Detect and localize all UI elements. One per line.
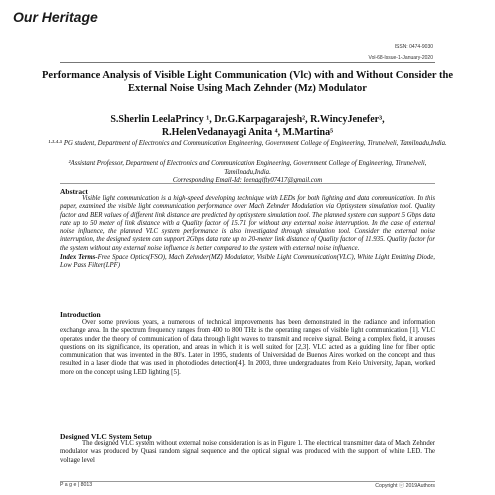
abstract-text: Visible light communication is a high-speed developing technique with LEDs for both lighting and data communication. In this paper, examined the visible light communication performance over Mach Zehnder Modulation via Optisystem simulation tool. Quality factor and BER values of different link distance are predicted by optisystem simulation tool. The planned system can support 5 Gbps data rate up to 50 meter of link distance with a Quality factor of 15.71 for without any external noise interruption. In the case of external noise influence, the planned VLC system performance is also investigated through simulation tool. Consider the external noise interruption, the designed system can support 2Gbps data rate up to 20-meter link distance of Quality factor of 11.935. Quality factor for the system without any external noise influence is better compared to the system with external noise influence. bbox=[60, 195, 435, 252]
section-divider bbox=[60, 183, 435, 184]
authors-line-2: R.HelenVedanayagi Anita ⁴, M.Martina⁵ bbox=[161, 127, 334, 138]
header-divider bbox=[60, 62, 435, 63]
introduction-text: Over some previous years, a numerous of technical improvements has been demonstrated in the radiance and information exchange area. In the spectrum frequency ranges from 400 to 800 THz is the operating ranges of visible light communication [1]. VLC operates under the theory of communication of data through light waves to transmit and receive signal. Being a complex field, it arouses questions on its significance, its operation, and areas in which it is well suited for [2,3]. VLC acted as a guiding line for fiber optic communication that was invented in the 80's. Later in 1995, students of Universidad de Buenos Aires worked on the concept and thus resulted in a laser diode that was used in photodiodes detection[4]. In 2003, three undergraduates from Keio University, Japan, worked more on the concept using LED lighting [5]. bbox=[60, 319, 435, 376]
author-list bbox=[40, 113, 455, 139]
journal-name: Our Heritage bbox=[13, 9, 98, 25]
affiliation-2: ²Assistant Professor, Department of Electronics and Communication Engineering, Government College of Engineering, Tirunelveli, Tamilnadu,India. bbox=[68, 160, 427, 176]
system-setup-heading: Designed VLC System Setup bbox=[60, 432, 152, 441]
index-terms-label: Index Terms- bbox=[60, 254, 98, 261]
index-terms bbox=[60, 254, 435, 271]
copyright: Copyright ⓒ 2019Authors bbox=[375, 483, 435, 489]
authors-line-1: S.Sherlin LeelaPrincy ¹, Dr.G.Karpagarajesh², R.WincyJenefer³, bbox=[110, 114, 385, 125]
paper-title: Performance Analysis of Visible Light Communication (Vlc) with and Without Consider the External Noise Using Mach Zehnder (Mz) Modulator bbox=[42, 70, 453, 94]
page-number: P a g e | 8013 bbox=[60, 482, 93, 488]
corresponding-email: Corresponding Email-Id: leenagifty07417@gmail.com bbox=[172, 177, 323, 184]
system-setup-text: The designed VLC system without external noise consideration is as in Figure 1. The electrical transmitter data of Mach Zehnder modulator was produced by Quasi random signal sequence and the optical signal was produced with the support of white LED. The voltage level bbox=[60, 440, 435, 464]
affiliation-1: ¹·³·⁴·⁵ PG student, Department of Electronics and Communication Engineering, Government College of Engineering, Tirunelveli, Tamilnadu,India. bbox=[48, 140, 447, 147]
index-terms-text: Free Space Optics(FSO), Mach Zehnder(MZ) Modulator, Visible Light Communication(VLC), White Light Emitting Diode, Low Pass Filter(LPF) bbox=[60, 254, 435, 270]
abstract-heading: Abstract bbox=[60, 187, 88, 196]
issn: ISSN: 0474-9030 bbox=[394, 44, 433, 50]
volume-info: Vol-68-Issue-1-January-2020 bbox=[368, 55, 433, 61]
introduction-heading: Introduction bbox=[60, 310, 101, 319]
